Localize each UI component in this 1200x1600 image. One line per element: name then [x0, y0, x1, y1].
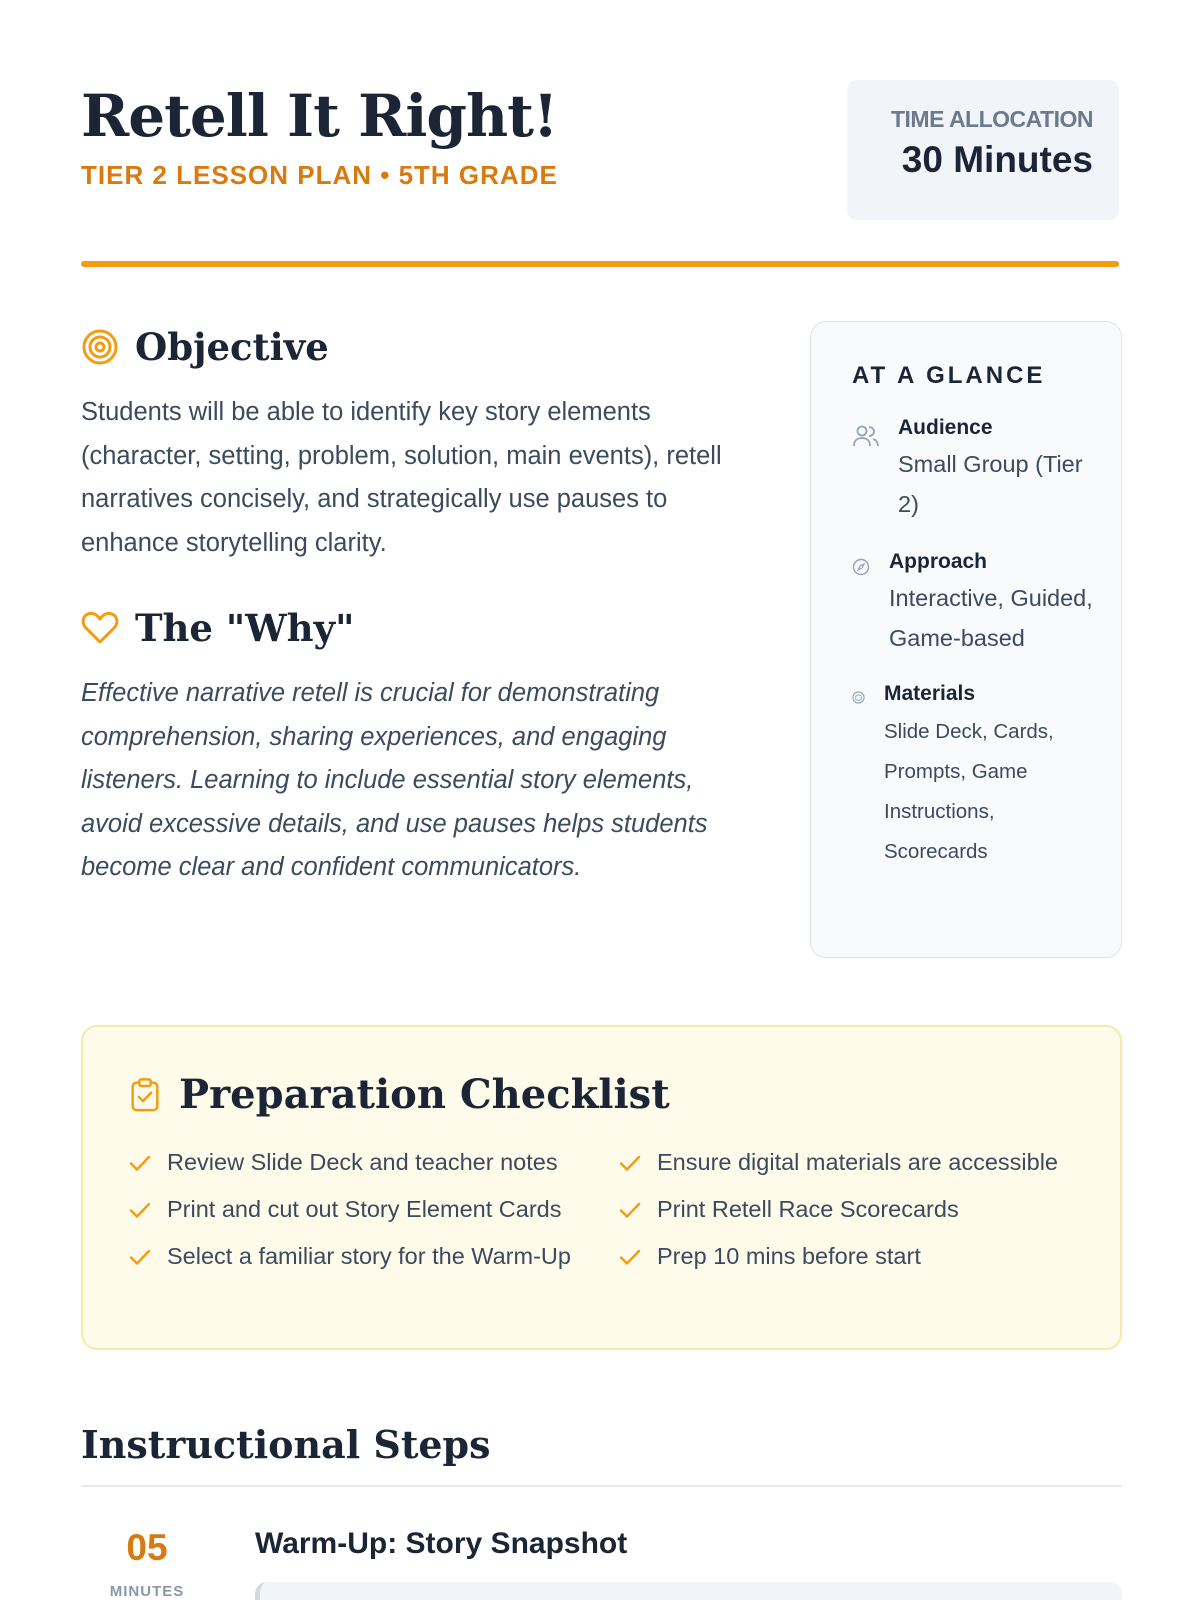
checklist-heading-row: [127, 1071, 1080, 1118]
checklist-item: [127, 1146, 617, 1179]
time-allocation-label: TIME ALLOCATION: [890, 106, 1093, 132]
checklist-item: [127, 1193, 617, 1226]
steps-divider: [81, 1485, 1122, 1487]
checklist-item-label: Review Slide Deck and teacher notes: [167, 1149, 558, 1175]
header-divider: [81, 261, 1119, 267]
steps-heading: Instructional Steps: [81, 1422, 491, 1467]
box-icon: [852, 691, 865, 704]
step-detail-card: [255, 1582, 1122, 1600]
glance-approach-label: Approach: [889, 550, 988, 573]
page-subtitle: TIER 2 LESSON PLAN • 5TH GRADE: [81, 160, 558, 190]
glance-audience-label: Audience: [898, 416, 993, 439]
glance-audience-text: [898, 416, 1093, 524]
checklist-item-label: Prep 10 mins before start: [657, 1243, 921, 1269]
target-icon: [81, 328, 119, 366]
checklist-item-label: Select a familiar story for the Warm-Up: [167, 1243, 571, 1269]
why-body: Effective narrative retell is crucial for demonstrating comprehension, sharing experiences, and engaging listeners. Learning to include essential story elements, avoid excessive details, and use pauses helps students become clear and confident communicators.: [81, 679, 708, 881]
objective-heading: Objective: [135, 325, 329, 369]
step-item: [81, 1527, 1122, 1600]
check-icon: [617, 1150, 643, 1176]
check-icon: [617, 1197, 643, 1223]
objective-body: Students will be able to identify key story elements (character, setting, problem, solution, main events), retell narratives concisely, and strategically use pauses to enhance storytelling clarity.: [81, 398, 722, 557]
glance-materials-label: Materials: [884, 682, 976, 705]
check-icon: [617, 1244, 643, 1270]
step-title: Warm-Up: Story Snapshot: [255, 1527, 628, 1560]
compass-icon: [852, 558, 870, 576]
checklist-item: [127, 1240, 617, 1273]
checklist-item-label: Print Retell Race Scorecards: [657, 1196, 959, 1222]
step-minutes: 05: [126, 1527, 168, 1568]
preparation-checklist: [81, 1025, 1122, 1350]
glance-materials-text: [884, 682, 1093, 872]
heart-icon: [81, 609, 119, 647]
check-icon: [127, 1244, 153, 1270]
glance-audience: [852, 416, 1093, 524]
glance-approach-value: Interactive, Guided, Game-based: [889, 585, 1093, 651]
why-heading: The "Why": [135, 606, 355, 650]
page-title: Retell It Right!: [81, 82, 558, 150]
checklist-item: [617, 1193, 1097, 1226]
instructional-steps: [81, 1422, 1122, 1600]
time-allocation-value: 30 Minutes: [901, 139, 1093, 180]
glance-approach-text: [889, 550, 1093, 658]
checklist-grid: [127, 1146, 1080, 1273]
glance-approach: [852, 550, 1093, 658]
glance-materials-value: Slide Deck, Cards, Prompts, Game Instructions, Scorecards: [884, 720, 1054, 863]
step-minutes-unit: MINUTES: [109, 1583, 185, 1600]
clipboard-check-icon: [127, 1077, 163, 1113]
check-icon: [127, 1150, 153, 1176]
checklist-item: [617, 1240, 1097, 1273]
checklist-item: [617, 1146, 1097, 1179]
why-heading-row: [81, 606, 761, 650]
users-icon: [852, 422, 880, 450]
objective-section: [81, 325, 761, 565]
time-allocation-box: [847, 80, 1119, 220]
glance-audience-value: Small Group (Tier 2): [898, 451, 1083, 517]
checklist-item-label: Ensure digital materials are accessible: [657, 1149, 1058, 1175]
objective-heading-row: [81, 325, 761, 369]
glance-materials: [852, 682, 1093, 872]
at-a-glance-title: AT A GLANCE: [852, 362, 1046, 389]
at-a-glance-card: [810, 321, 1122, 958]
check-icon: [127, 1197, 153, 1223]
checklist-item-label: Print and cut out Story Element Cards: [167, 1196, 562, 1222]
checklist-heading: Preparation Checklist: [179, 1071, 670, 1118]
header: [81, 80, 1119, 270]
why-section: [81, 606, 761, 890]
